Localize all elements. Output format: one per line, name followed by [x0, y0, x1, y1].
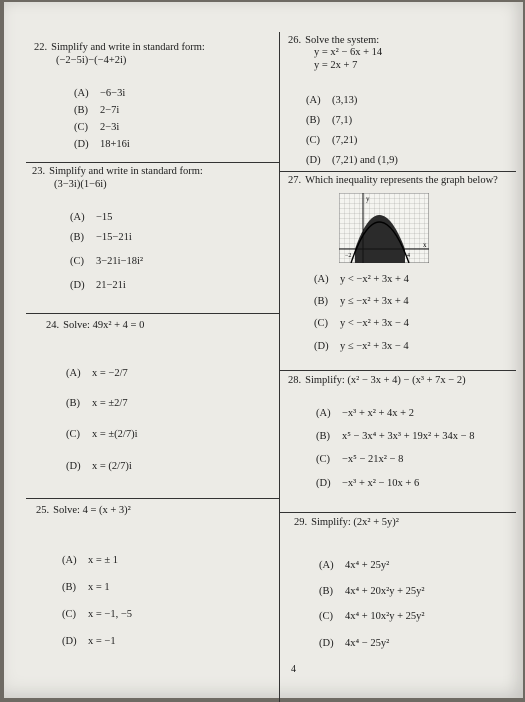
- choice-24-b[interactable]: (B) x = ±2/7: [66, 398, 128, 409]
- question-23: 23. Simplify and write in standard form:: [32, 166, 203, 177]
- question-27-prompt: Which inequality represents the graph below?: [305, 175, 498, 186]
- choice-22-d[interactable]: (D) 18+16i: [74, 139, 130, 150]
- question-22: 22. Simplify and write in standard form:: [34, 42, 205, 53]
- question-24-prompt: Solve: 49x² + 4 = 0: [63, 320, 145, 331]
- question-29: 29. Simplify: (2x² + 5y)²: [294, 517, 399, 528]
- divider-24-25: [26, 498, 279, 499]
- question-26-prompt: Solve the system:: [305, 35, 380, 46]
- worksheet-page: [4, 2, 523, 698]
- question-23-prompt: Simplify and write in standard form:: [49, 166, 203, 177]
- choice-26-d[interactable]: (D) (7,21) and (1,9): [306, 155, 398, 166]
- inequality-graph: [339, 193, 429, 263]
- choice-28-b[interactable]: (B) x⁵ − 3x⁴ + 3x³ + 19x² + 34x − 8: [316, 431, 475, 442]
- choice-24-d[interactable]: (D) x = (2/7)i: [66, 461, 132, 472]
- choice-28-d[interactable]: (D) −x³ + x² − 10x + 6: [316, 478, 420, 489]
- choice-27-a[interactable]: (A) y < −x² + 3x + 4: [314, 274, 409, 285]
- choice-28-a[interactable]: (A) −x³ + x² + 4x + 2: [316, 408, 414, 419]
- choice-23-b[interactable]: (B) −15−21i: [70, 232, 132, 243]
- divider-22-23: [26, 162, 279, 163]
- choice-23-c[interactable]: (C) 3−21i−18i²: [70, 256, 144, 267]
- question-28-prompt: Simplify: (x² − 3x + 4) − (x³ + 7x − 2): [305, 375, 466, 386]
- choice-26-c[interactable]: (C) (7,21): [306, 135, 358, 146]
- choice-22-c[interactable]: (C) 2−3i: [74, 122, 120, 133]
- question-29-prompt: Simplify: (2x² + 5y)²: [311, 517, 399, 528]
- choice-28-c[interactable]: (C) −x⁵ − 21x² − 8: [316, 454, 404, 465]
- choice-29-b[interactable]: (B) 4x⁴ + 20x²y + 25y²: [319, 586, 425, 597]
- choice-27-c[interactable]: (C) y < −x² + 3x − 4: [314, 318, 409, 329]
- question-28: 28. Simplify: (x² − 3x + 4) − (x³ + 7x − 2): [288, 375, 466, 386]
- x-tick-label-left: −2: [345, 253, 352, 259]
- x-axis-label: x: [423, 241, 427, 249]
- choice-29-c[interactable]: (C) 4x⁴ + 10x²y + 25y²: [319, 611, 425, 622]
- choice-25-c[interactable]: (C) x = −1, −5: [62, 609, 133, 620]
- choice-24-c[interactable]: (C) x = ±(2/7)i: [66, 429, 138, 440]
- choice-22-a[interactable]: (A) −6−3i: [74, 88, 126, 99]
- choice-24-a[interactable]: (A) x = −2/7: [66, 368, 128, 379]
- question-26-equation-1: y = x² − 6x + 14: [314, 47, 383, 58]
- choice-25-b[interactable]: (B) x = 1: [62, 582, 110, 593]
- y-tick-label: 4: [365, 215, 368, 221]
- divider-26-27: [280, 171, 516, 172]
- x-tick-label-right: 4: [407, 253, 410, 259]
- choice-25-d[interactable]: (D) x = −1: [62, 636, 116, 647]
- question-24: 24. Solve: 49x² + 4 = 0: [46, 320, 145, 331]
- divider-27-28: [280, 370, 516, 371]
- choice-27-b[interactable]: (B) y ≤ −x² + 3x + 4: [314, 296, 409, 307]
- question-26: 26. Solve the system:: [288, 35, 380, 46]
- question-25: 25. Solve: 4 = (x + 3)²: [36, 505, 131, 516]
- question-25-prompt: Solve: 4 = (x + 3)²: [53, 505, 131, 516]
- choice-29-a[interactable]: (A) 4x⁴ + 25y²: [319, 560, 390, 571]
- question-22-expression: (−2−5i)−(−4+2i): [56, 55, 127, 66]
- question-27: 27. Which inequality represents the graph below?: [288, 175, 498, 186]
- question-23-expression: (3−3i)(1−6i): [54, 179, 107, 190]
- choice-25-a[interactable]: (A) x = ± 1: [62, 555, 119, 566]
- question-26-equation-2: y = 2x + 7: [314, 60, 358, 71]
- choice-29-d[interactable]: (D) 4x⁴ − 25y²: [319, 638, 390, 649]
- y-axis-label: y: [366, 195, 370, 203]
- choice-26-b[interactable]: (B) (7,1): [306, 115, 353, 126]
- choice-22-b[interactable]: (B) 2−7i: [74, 105, 120, 116]
- choice-23-d[interactable]: (D) 21−21i: [70, 280, 126, 291]
- divider-23-24: [26, 313, 279, 314]
- choice-23-a[interactable]: (A) −15: [70, 212, 113, 223]
- page-number: 4: [291, 664, 296, 675]
- divider-28-29: [280, 512, 516, 513]
- question-22-prompt: Simplify and write in standard form:: [51, 42, 205, 53]
- choice-27-d[interactable]: (D) y ≤ −x² + 3x − 4: [314, 341, 409, 352]
- choice-26-a[interactable]: (A) (3,13): [306, 95, 358, 106]
- column-divider: [279, 32, 280, 702]
